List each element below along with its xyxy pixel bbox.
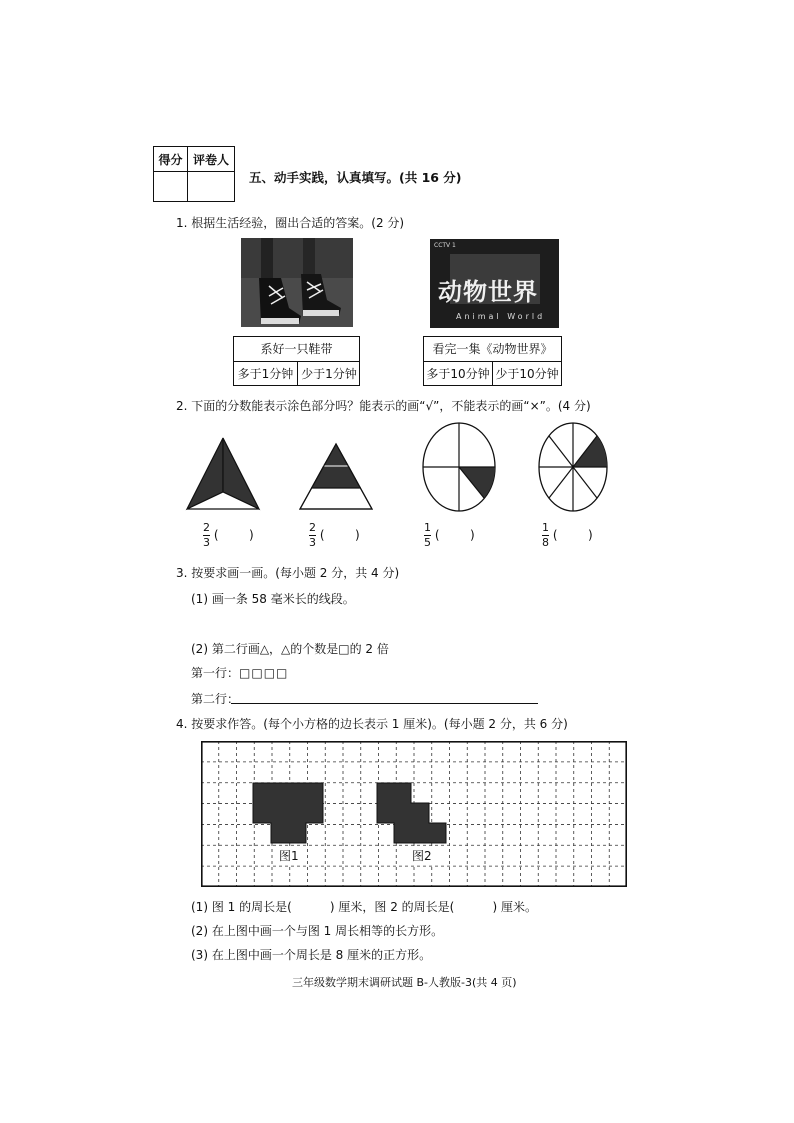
option-less-1min[interactable]: 少于1分钟 <box>301 367 357 381</box>
grader-label: 评卷人 <box>192 153 229 167</box>
task-shoelace: 系好一只鞋带 <box>234 337 359 362</box>
q3-text: 3. 按要求画一画。(每小题 2 分，共 4 分) <box>176 566 400 580</box>
answer-blank[interactable]: ( ) <box>552 528 593 542</box>
score-table <box>153 146 235 202</box>
answer-blank[interactable]: ( ) <box>434 528 475 542</box>
triangle-figure-2 <box>300 444 372 509</box>
shoes-photo <box>241 238 353 327</box>
circle-figure-5-parts <box>423 423 495 511</box>
option-more-10min[interactable]: 多于10分钟 <box>426 367 490 381</box>
answer-blank[interactable]: ( ) <box>213 528 254 542</box>
denominator: 5 <box>424 536 431 549</box>
row2-answer-line[interactable] <box>231 703 538 704</box>
animal-world-subtitle: Animal World <box>456 312 546 321</box>
animal-world-photo <box>430 239 559 328</box>
fraction-answer-4 <box>542 522 593 549</box>
q2-text: 2. 下面的分数能表示涂色部分吗？能表示的画“√”，不能表示的画“×”。(4 分) <box>176 399 591 413</box>
q1-text: 1. 根据生活经验，圈出合适的答案。(2 分) <box>176 216 405 230</box>
task-animal-world: 看完一集《动物世界》 <box>424 337 561 362</box>
circle-figure-8-parts <box>539 423 607 511</box>
fraction-answer-3 <box>424 522 475 549</box>
fraction-answer-2 <box>309 522 360 549</box>
numerator: 1 <box>424 521 431 534</box>
fig1-label: 图1 <box>279 849 299 863</box>
numerator: 2 <box>309 521 316 534</box>
q3-sub2: (2) 第二行画△，△的个数是□的 2 倍 <box>191 642 389 656</box>
denominator: 8 <box>542 536 549 549</box>
q4-text: 4. 按要求作答。(每个小方格的边长表示 1 厘米)。(每小题 2 分，共 6 分) <box>176 717 568 731</box>
numerator: 2 <box>203 521 210 534</box>
row1-label: 第一行： <box>191 666 240 680</box>
fraction <box>424 522 431 549</box>
fraction <box>309 522 316 549</box>
q3-sub1: (1) 画一条 58 毫米长的线段。 <box>191 592 355 606</box>
triangle-figure-1 <box>187 438 259 509</box>
fraction <box>542 522 549 549</box>
fig2-label: 图2 <box>412 849 432 863</box>
choice-box-shoelace <box>233 336 360 386</box>
grid-figure <box>201 741 627 887</box>
row2-line <box>191 690 239 707</box>
answer-blank[interactable]: ( ) <box>319 528 360 542</box>
page-footer: 三年级数学期末调研试题 B-人教版-3(共 4 页) <box>292 976 517 989</box>
choice-box-animal-world <box>423 336 562 386</box>
row1-line <box>191 664 288 681</box>
cctv-logo: CCTV 1 <box>434 242 456 249</box>
fraction-answer-1 <box>203 522 254 549</box>
q4-sub1: (1) 图 1 的周长是( ) 厘米，图 2 的周长是( ) 厘米。 <box>191 900 537 914</box>
q4-sub3: (3) 在上图中画一个周长是 8 厘米的正方形。 <box>191 948 432 962</box>
row1-squares: □□□□ <box>239 666 289 680</box>
section-title: 五、动手实践，认真填写。(共 16 分) <box>249 170 462 185</box>
q4-sub2: (2) 在上图中画一个与图 1 周长相等的长方形。 <box>191 924 444 938</box>
shoes-image <box>241 238 353 327</box>
option-more-1min[interactable]: 多于1分钟 <box>237 367 294 381</box>
score-label: 得分 <box>158 153 183 167</box>
denominator: 3 <box>309 536 316 549</box>
score-table-divider <box>154 171 234 172</box>
figure-1-shape <box>253 783 323 843</box>
figure-2-shape <box>377 783 446 843</box>
option-less-10min[interactable]: 少于10分钟 <box>495 367 559 381</box>
numerator: 1 <box>542 521 549 534</box>
fraction <box>203 522 210 549</box>
animal-world-title: 动物世界 <box>438 278 538 306</box>
row2-label: 第二行： <box>191 692 240 706</box>
q2-shapes <box>180 420 640 520</box>
denominator: 3 <box>203 536 210 549</box>
